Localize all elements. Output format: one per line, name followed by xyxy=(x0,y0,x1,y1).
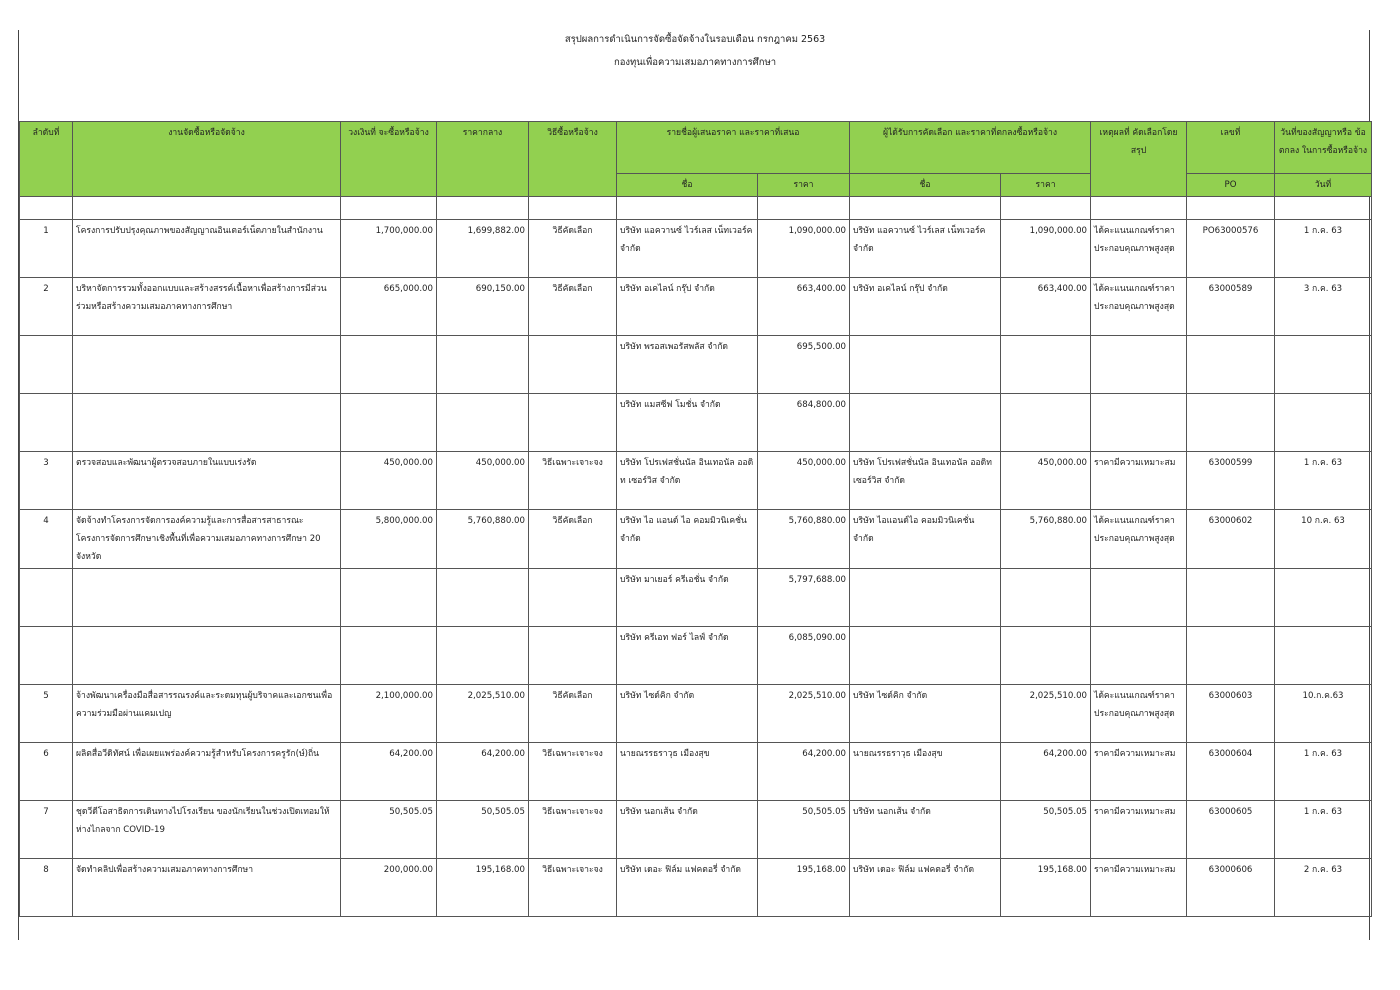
row-selected-name: บริษัท ไซด์คิก จำกัด xyxy=(850,685,1001,743)
row-po: 63000605 xyxy=(1187,801,1275,859)
row-bidder-name: บริษัท มาเยอร์ ครีเอชั่น จำกัด xyxy=(617,569,758,627)
row-reason: ได้คะแนนเกณฑ์ราคาประกอบคุณภาพสูงสุด xyxy=(1091,685,1187,743)
row-bid-price: 64,200.00 xyxy=(758,743,850,801)
row-po xyxy=(1187,627,1275,685)
row-median-price: 64,200.00 xyxy=(437,743,529,801)
header-median-price: ราคากลาง xyxy=(437,122,529,197)
row-bid-price: 695,500.00 xyxy=(758,336,850,394)
row-method: วิธีคัดเลือก xyxy=(529,510,617,569)
row-bid-price: 450,000.00 xyxy=(758,452,850,510)
subheader-po: PO xyxy=(1187,174,1275,197)
subheader-bid-price: ราคา xyxy=(758,174,850,197)
header-doc-no: เลขที่ xyxy=(1187,122,1275,174)
row-item: ผลิตสื่อวีดิทัศน์ เพื่อเผยแพร่องค์ความรู้สำหรับโครงการครูรัก(ษ์)ถิ่น xyxy=(73,743,341,801)
row-po: 63000603 xyxy=(1187,685,1275,743)
row-selected-price: 2,025,510.00 xyxy=(1001,685,1091,743)
row-median-price xyxy=(437,394,529,452)
row-item: ตรวจสอบและพัฒนาผู้ตรวจสอบภายในแบบเร่งรัด xyxy=(73,452,341,510)
row-bidder-name: บริษัท แมสซีฟ โมชั่น จำกัด xyxy=(617,394,758,452)
table-row xyxy=(20,394,1372,452)
row-median-price: 5,760,880.00 xyxy=(437,510,529,569)
row-date: 1 ก.ค. 63 xyxy=(1275,452,1372,510)
row-bid-price: 5,797,688.00 xyxy=(758,569,850,627)
row-date xyxy=(1275,569,1372,627)
row-budget xyxy=(341,336,437,394)
subheader-selected-price: ราคา xyxy=(1001,174,1091,197)
row-no xyxy=(20,336,73,394)
table-row xyxy=(20,220,1372,278)
header-budget: วงเงินที่ จะซื้อหรือจ้าง xyxy=(341,122,437,197)
row-budget: 2,100,000.00 xyxy=(341,685,437,743)
row-no: 5 xyxy=(20,685,73,743)
row-date: 10.ก.ค.63 xyxy=(1275,685,1372,743)
row-po xyxy=(1187,569,1275,627)
report-title: สรุปผลการดำเนินการจัดซื้อจัดจ้างในรอบเดือน กรกฎาคม 2563 xyxy=(564,34,826,45)
table-row xyxy=(20,452,1372,510)
row-method: วิธีคัดเลือก xyxy=(529,685,617,743)
row-bidder-name: บริษัท โปรเฟสชั่นนัล อินเทอนัล ออดิท เซอร์วิส จำกัด xyxy=(617,452,758,510)
header-item: งานจัดซื้อหรือจัดจ้าง xyxy=(73,122,341,197)
row-item: โครงการปรับปรุงคุณภาพของสัญญาณอินเตอร์เน็ตภายในสำนักงาน xyxy=(73,220,341,278)
row-po: 63000604 xyxy=(1187,743,1275,801)
row-date xyxy=(1275,627,1372,685)
table-row xyxy=(20,569,1372,627)
row-method xyxy=(529,394,617,452)
row-po xyxy=(1187,394,1275,452)
row-no xyxy=(20,569,73,627)
row-bid-price: 50,505.05 xyxy=(758,801,850,859)
table-row xyxy=(20,510,1372,569)
row-bidder-name: บริษัท พรอสเพอรัสพลัส จำกัด xyxy=(617,336,758,394)
row-date xyxy=(1275,336,1372,394)
row-selected-price: 195,168.00 xyxy=(1001,859,1091,917)
row-po: PO63000576 xyxy=(1187,220,1275,278)
row-reason: ได้คะแนนเกณฑ์ราคาประกอบคุณภาพสูงสุด xyxy=(1091,510,1187,569)
row-po xyxy=(1187,336,1275,394)
row-reason: ราคามีความเหมาะสม xyxy=(1091,859,1187,917)
subheader-selected-name: ชื่อ xyxy=(850,174,1001,197)
row-budget xyxy=(341,394,437,452)
row-method: วิธีเฉพาะเจาะจง xyxy=(529,452,617,510)
row-method xyxy=(529,336,617,394)
row-item: บริหาจัดการรวมทั้งออกแบบและสร้างสรรค์เนื้อหาเพื่อสร้างการมีส่วนร่วมหรือสร้างความเสมอภาคทางการศึกษา xyxy=(73,278,341,336)
row-po: 63000599 xyxy=(1187,452,1275,510)
row-selected-name xyxy=(850,394,1001,452)
row-date: 2 ก.ค. 63 xyxy=(1275,859,1372,917)
row-budget: 665,000.00 xyxy=(341,278,437,336)
row-selected-name xyxy=(850,569,1001,627)
row-item: จัดจ้างทำโครงการจัดการองค์ความรู้และการสื่อสารสาธารณะโครงการจัดการศึกษาเชิงพื้นที่เพื่อความเสมอภาคทางการศึกษา 20 จังหวัด xyxy=(73,510,341,569)
row-item: ชุดวีดีโอสาธิตการเดินทางไปโรงเรียน ของนักเรียนในช่วงเปิดเทอมให้ห่างไกลจาก COVID-19 xyxy=(73,801,341,859)
row-bid-price: 684,800.00 xyxy=(758,394,850,452)
row-median-price: 50,505.05 xyxy=(437,801,529,859)
row-method: วิธีเฉพาะเจาะจง xyxy=(529,743,617,801)
row-bidder-name: บริษัท เดอะ ฟิล์ม แฟคตอรี่ จำกัด xyxy=(617,859,758,917)
row-selected-price xyxy=(1001,394,1091,452)
row-budget: 64,200.00 xyxy=(341,743,437,801)
row-reason: ราคามีความเหมาะสม xyxy=(1091,801,1187,859)
row-median-price xyxy=(437,569,529,627)
row-selected-price: 1,090,000.00 xyxy=(1001,220,1091,278)
row-date: 10 ก.ค. 63 xyxy=(1275,510,1372,569)
row-no: 3 xyxy=(20,452,73,510)
row-median-price xyxy=(437,336,529,394)
subheader-date: วันที่ xyxy=(1275,174,1372,197)
row-selected-name: บริษัท เดอะ ฟิล์ม แฟคตอรี่ จำกัด xyxy=(850,859,1001,917)
row-selected-name: บริษัท โปรเฟสชั่นนัล อินเทอนัล ออดิท เซอร์วิส จำกัด xyxy=(850,452,1001,510)
header-bidders: รายชื่อผู้เสนอราคา และราคาที่เสนอ xyxy=(617,122,850,174)
row-date: 3 ก.ค. 63 xyxy=(1275,278,1372,336)
row-no: 4 xyxy=(20,510,73,569)
row-selected-name: บริษัท ไอแอนด์ไอ คอมมิวนิเคชั่น จำกัด xyxy=(850,510,1001,569)
row-item: จ้างพัฒนาเครื่องมือสื่อสารรณรงค์และระดมทุนผู้บริจาคและเอกชนเพื่อความร่วมมือผ่านแคมเปญ xyxy=(73,685,341,743)
row-median-price: 690,150.00 xyxy=(437,278,529,336)
row-date xyxy=(1275,394,1372,452)
row-method xyxy=(529,627,617,685)
row-reason: ราคามีความเหมาะสม xyxy=(1091,743,1187,801)
row-bid-price: 6,085,090.00 xyxy=(758,627,850,685)
row-selected-name: บริษัท นอกเส้น จำกัด xyxy=(850,801,1001,859)
table-row xyxy=(20,743,1372,801)
row-po: 63000606 xyxy=(1187,859,1275,917)
header-reason: เหตุผลที่ คัดเลือกโดยสรุป xyxy=(1091,122,1187,197)
table-row xyxy=(20,685,1372,743)
row-budget: 50,505.05 xyxy=(341,801,437,859)
row-no: 7 xyxy=(20,801,73,859)
row-method: วิธีเฉพาะเจาะจง xyxy=(529,801,617,859)
row-bidder-name: บริษัท ไซด์คิก จำกัด xyxy=(617,685,758,743)
row-median-price: 450,000.00 xyxy=(437,452,529,510)
row-item xyxy=(73,394,341,452)
row-bidder-name: บริษัท ไอ แอนด์ ไอ คอมมิวนิเคชั่น จำกัด xyxy=(617,510,758,569)
row-method: วิธีเฉพาะเจาะจง xyxy=(529,859,617,917)
row-budget: 450,000.00 xyxy=(341,452,437,510)
row-selected-name xyxy=(850,336,1001,394)
row-bid-price: 5,760,880.00 xyxy=(758,510,850,569)
row-item xyxy=(73,336,341,394)
row-selected-price: 450,000.00 xyxy=(1001,452,1091,510)
row-no: 1 xyxy=(20,220,73,278)
row-bidder-name: บริษัท อเคไลน์ กรุ๊ป จำกัด xyxy=(617,278,758,336)
row-bidder-name: บริษัท แอควานซ์ ไวร์เลส เน็ทเวอร์ค จำกัด xyxy=(617,220,758,278)
row-no xyxy=(20,394,73,452)
organization-name: กองทุนเพื่อความเสมอภาคทางการศึกษา xyxy=(613,57,777,68)
row-reason xyxy=(1091,336,1187,394)
row-median-price: 195,168.00 xyxy=(437,859,529,917)
row-reason: ได้คะแนนเกณฑ์ราคาประกอบคุณภาพสูงสุด xyxy=(1091,278,1187,336)
row-po: 63000602 xyxy=(1187,510,1275,569)
row-budget xyxy=(341,569,437,627)
document-page xyxy=(18,30,1370,940)
header-method: วิธีซื้อหรือจ้าง xyxy=(529,122,617,197)
table-header-row xyxy=(20,122,1372,174)
table-row xyxy=(20,801,1372,859)
row-selected-price xyxy=(1001,627,1091,685)
row-reason: ได้คะแนนเกณฑ์ราคาประกอบคุณภาพสูงสุด xyxy=(1091,220,1187,278)
row-selected-price xyxy=(1001,569,1091,627)
subheader-bidder-name: ชื่อ xyxy=(617,174,758,197)
row-reason: ราคามีความเหมาะสม xyxy=(1091,452,1187,510)
row-selected-price xyxy=(1001,336,1091,394)
spacer-row xyxy=(20,197,1372,220)
row-item: จัดทำคลิปเพื่อสร้างความเสมอภาคทางการศึกษา xyxy=(73,859,341,917)
row-selected-name: บริษัท อเคไลน์ กรุ๊ป จำกัด xyxy=(850,278,1001,336)
row-budget: 1,700,000.00 xyxy=(341,220,437,278)
row-bid-price: 2,025,510.00 xyxy=(758,685,850,743)
row-budget: 5,800,000.00 xyxy=(341,510,437,569)
header-selected: ผู้ได้รับการคัดเลือก และราคาที่ตกลงซื้อหรือจ้าง xyxy=(850,122,1091,174)
row-reason xyxy=(1091,569,1187,627)
row-date: 1 ก.ค. 63 xyxy=(1275,801,1372,859)
row-median-price: 2,025,510.00 xyxy=(437,685,529,743)
row-selected-price: 663,400.00 xyxy=(1001,278,1091,336)
table-row xyxy=(20,278,1372,336)
row-selected-price: 5,760,880.00 xyxy=(1001,510,1091,569)
procurement-table xyxy=(19,121,1372,917)
row-bid-price: 1,090,000.00 xyxy=(758,220,850,278)
table-row xyxy=(20,336,1372,394)
row-no: 2 xyxy=(20,278,73,336)
row-budget: 200,000.00 xyxy=(341,859,437,917)
row-bid-price: 663,400.00 xyxy=(758,278,850,336)
row-bidder-name: นายณรรธราวุธ เมืองสุข xyxy=(617,743,758,801)
row-po: 63000589 xyxy=(1187,278,1275,336)
table-body xyxy=(20,197,1372,917)
row-median-price: 1,699,882.00 xyxy=(437,220,529,278)
table-row xyxy=(20,627,1372,685)
header-no: ลำดับที่ xyxy=(20,122,73,197)
row-date: 1 ก.ค. 63 xyxy=(1275,220,1372,278)
row-budget xyxy=(341,627,437,685)
row-bidder-name: บริษัท ครีเอท ฟอร์ ไลฟ์ จำกัด xyxy=(617,627,758,685)
row-bid-price: 195,168.00 xyxy=(758,859,850,917)
row-selected-price: 64,200.00 xyxy=(1001,743,1091,801)
row-method xyxy=(529,569,617,627)
row-no: 8 xyxy=(20,859,73,917)
row-selected-name: นายณรรธราวุธ เมืองสุข xyxy=(850,743,1001,801)
row-selected-name xyxy=(850,627,1001,685)
row-no xyxy=(20,627,73,685)
row-method: วิธีคัดเลือก xyxy=(529,220,617,278)
row-date: 1 ก.ค. 63 xyxy=(1275,743,1372,801)
row-reason xyxy=(1091,627,1187,685)
row-no: 6 xyxy=(20,743,73,801)
row-median-price xyxy=(437,627,529,685)
row-method: วิธีคัดเลือก xyxy=(529,278,617,336)
table-row xyxy=(20,859,1372,917)
row-selected-name: บริษัท แอควานซ์ ไวร์เลส เน็ทเวอร์ค จำกัด xyxy=(850,220,1001,278)
row-item xyxy=(73,627,341,685)
header-contract-date: วันที่ของสัญญาหรือ ข้อตกลง ในการซื้อหรือจ้าง xyxy=(1275,122,1372,174)
row-bidder-name: บริษัท นอกเส้น จำกัด xyxy=(617,801,758,859)
row-selected-price: 50,505.05 xyxy=(1001,801,1091,859)
row-reason xyxy=(1091,394,1187,452)
row-item xyxy=(73,569,341,627)
